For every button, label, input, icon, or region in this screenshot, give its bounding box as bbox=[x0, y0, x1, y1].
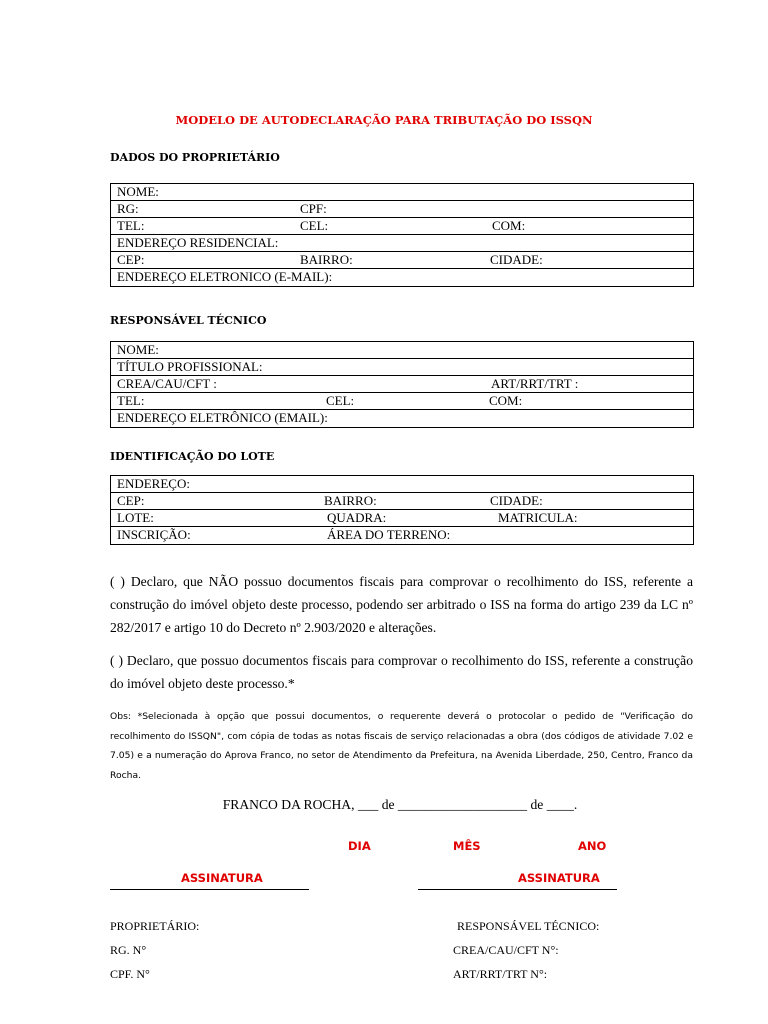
footer-technical-crea: CREA/CAU/CFT N°: bbox=[453, 943, 559, 957]
technical-signature-line bbox=[418, 889, 617, 890]
technical-email-label: ENDEREÇO ELETRÔNICO (EMAIL): bbox=[117, 410, 328, 425]
technical-row-name bbox=[111, 342, 693, 359]
footer-technical-label: RESPONSÁVEL TÉCNICO: bbox=[457, 919, 600, 933]
document-title: MODELO DE AUTODECLARAÇÃO PARA TRIBUTAÇÃO DO ISSQN bbox=[175, 113, 593, 127]
technical-table bbox=[110, 341, 694, 428]
lot-cep-label: CEP: bbox=[117, 493, 145, 508]
owner-bairro-label: BAIRRO: bbox=[300, 252, 353, 267]
owner-section-heading: DADOS DO PROPRIETÁRIO bbox=[110, 151, 280, 164]
technical-tel-label: TEL: bbox=[117, 393, 145, 408]
lot-section-heading: IDENTIFICAÇÃO DO LOTE bbox=[110, 450, 275, 463]
technical-row-phones bbox=[111, 393, 693, 410]
technical-row-crea bbox=[111, 376, 693, 393]
lot-inscricao-label: INSCRIÇÃO: bbox=[117, 527, 191, 542]
technical-section-heading: RESPONSÁVEL TÉCNICO bbox=[110, 314, 267, 327]
footer-owner-cpf: CPF. N° bbox=[110, 967, 150, 981]
owner-cep-label: CEP: bbox=[117, 252, 145, 267]
date-label-day: DIA bbox=[348, 839, 371, 853]
owner-tel-label: TEL: bbox=[117, 218, 145, 233]
lot-quadra-label: QUADRA: bbox=[327, 510, 387, 525]
date-line: FRANCO DA ROCHA, ___ de ___________________ de ____. bbox=[222, 797, 578, 812]
footer-owner-rg: RG. N° bbox=[110, 943, 147, 957]
lot-cidade-label: CIDADE: bbox=[490, 493, 543, 508]
owner-rg-label: RG: bbox=[117, 201, 139, 216]
lot-area-label: ÁREA DO TERRENO: bbox=[327, 527, 451, 542]
owner-table bbox=[110, 183, 694, 287]
owner-row-email bbox=[111, 269, 693, 286]
owner-cpf-label: CPF: bbox=[300, 201, 327, 216]
lot-lote-label: LOTE: bbox=[117, 510, 154, 525]
technical-signature-label: ASSINATURA bbox=[518, 871, 600, 885]
technical-com-label: COM: bbox=[489, 393, 523, 408]
owner-address-label: ENDEREÇO RESIDENCIAL: bbox=[117, 235, 279, 250]
owner-email-label: ENDEREÇO ELETRONICO (E-MAIL): bbox=[117, 269, 333, 284]
lot-row-cep bbox=[111, 493, 693, 510]
date-label-month: MÊS bbox=[453, 839, 481, 853]
owner-cidade-label: CIDADE: bbox=[490, 252, 543, 267]
owner-name-label: NOME: bbox=[117, 184, 159, 199]
owner-com-label: COM: bbox=[492, 218, 526, 233]
lot-table bbox=[110, 475, 694, 545]
owner-row-cep bbox=[111, 252, 693, 269]
declaration-with-documents: ( ) Declaro, que possuo documentos fiscais para comprovar o recolhimento do ISS, referente a construção do imóvel objeto deste processo.* bbox=[110, 653, 693, 691]
technical-title-label: TÍTULO PROFISSIONAL: bbox=[117, 359, 263, 374]
owner-row-phones bbox=[111, 218, 693, 235]
footer-owner-label: PROPRIETÁRIO: bbox=[110, 919, 200, 933]
lot-address-label: ENDEREÇO: bbox=[117, 476, 190, 491]
lot-row-address bbox=[111, 476, 693, 493]
owner-cel-label: CEL: bbox=[300, 218, 329, 233]
technical-row-email bbox=[111, 410, 693, 427]
lot-row-lote bbox=[111, 510, 693, 527]
lot-bairro-label: BAIRRO: bbox=[324, 493, 377, 508]
observation-note: Obs: *Selecionada à opção que possui documentos, o requerente deverá o protocolar o pedido de "Verificação do recolhimento do ISSQN", com cópia de todas as notas fiscais de serviço relacionadas a obra (dos códigos de atividade 7.02 e 7.05) e a numeração do Aprova Franco, no setor de Atendimento da Prefeitura, na Avenida Liberdade, 250, Centro, Franco da Rocha. bbox=[110, 711, 693, 781]
technical-crea-label: CREA/CAU/CFT : bbox=[117, 376, 217, 391]
owner-row-address bbox=[111, 235, 693, 252]
owner-signature-line bbox=[110, 889, 309, 890]
footer-technical-art: ART/RRT/TRT N°: bbox=[453, 967, 548, 981]
owner-row-rg-cpf bbox=[111, 201, 693, 218]
technical-row-title bbox=[111, 359, 693, 376]
technical-art-label: ART/RRT/TRT : bbox=[491, 376, 579, 391]
owner-signature-label: ASSINATURA bbox=[181, 871, 263, 885]
lot-matricula-label: MATRICULA: bbox=[498, 510, 578, 525]
technical-cel-label: CEL: bbox=[326, 393, 355, 408]
declaration-no-documents: ( ) Declaro, que NÃO possuo documentos fiscais para comprovar o recolhimento do ISS, referente a construção do imóvel objeto deste processo, podendo ser arbitrado o ISS na forma do artigo 239 da LC nº 282/2017 e artigo 10 do Decreto nº 2.903/2020 e alterações. bbox=[110, 574, 693, 635]
owner-row-name bbox=[111, 184, 693, 201]
lot-row-inscricao bbox=[111, 527, 693, 544]
technical-name-label: NOME: bbox=[117, 342, 159, 357]
date-label-year: ANO bbox=[578, 839, 607, 853]
